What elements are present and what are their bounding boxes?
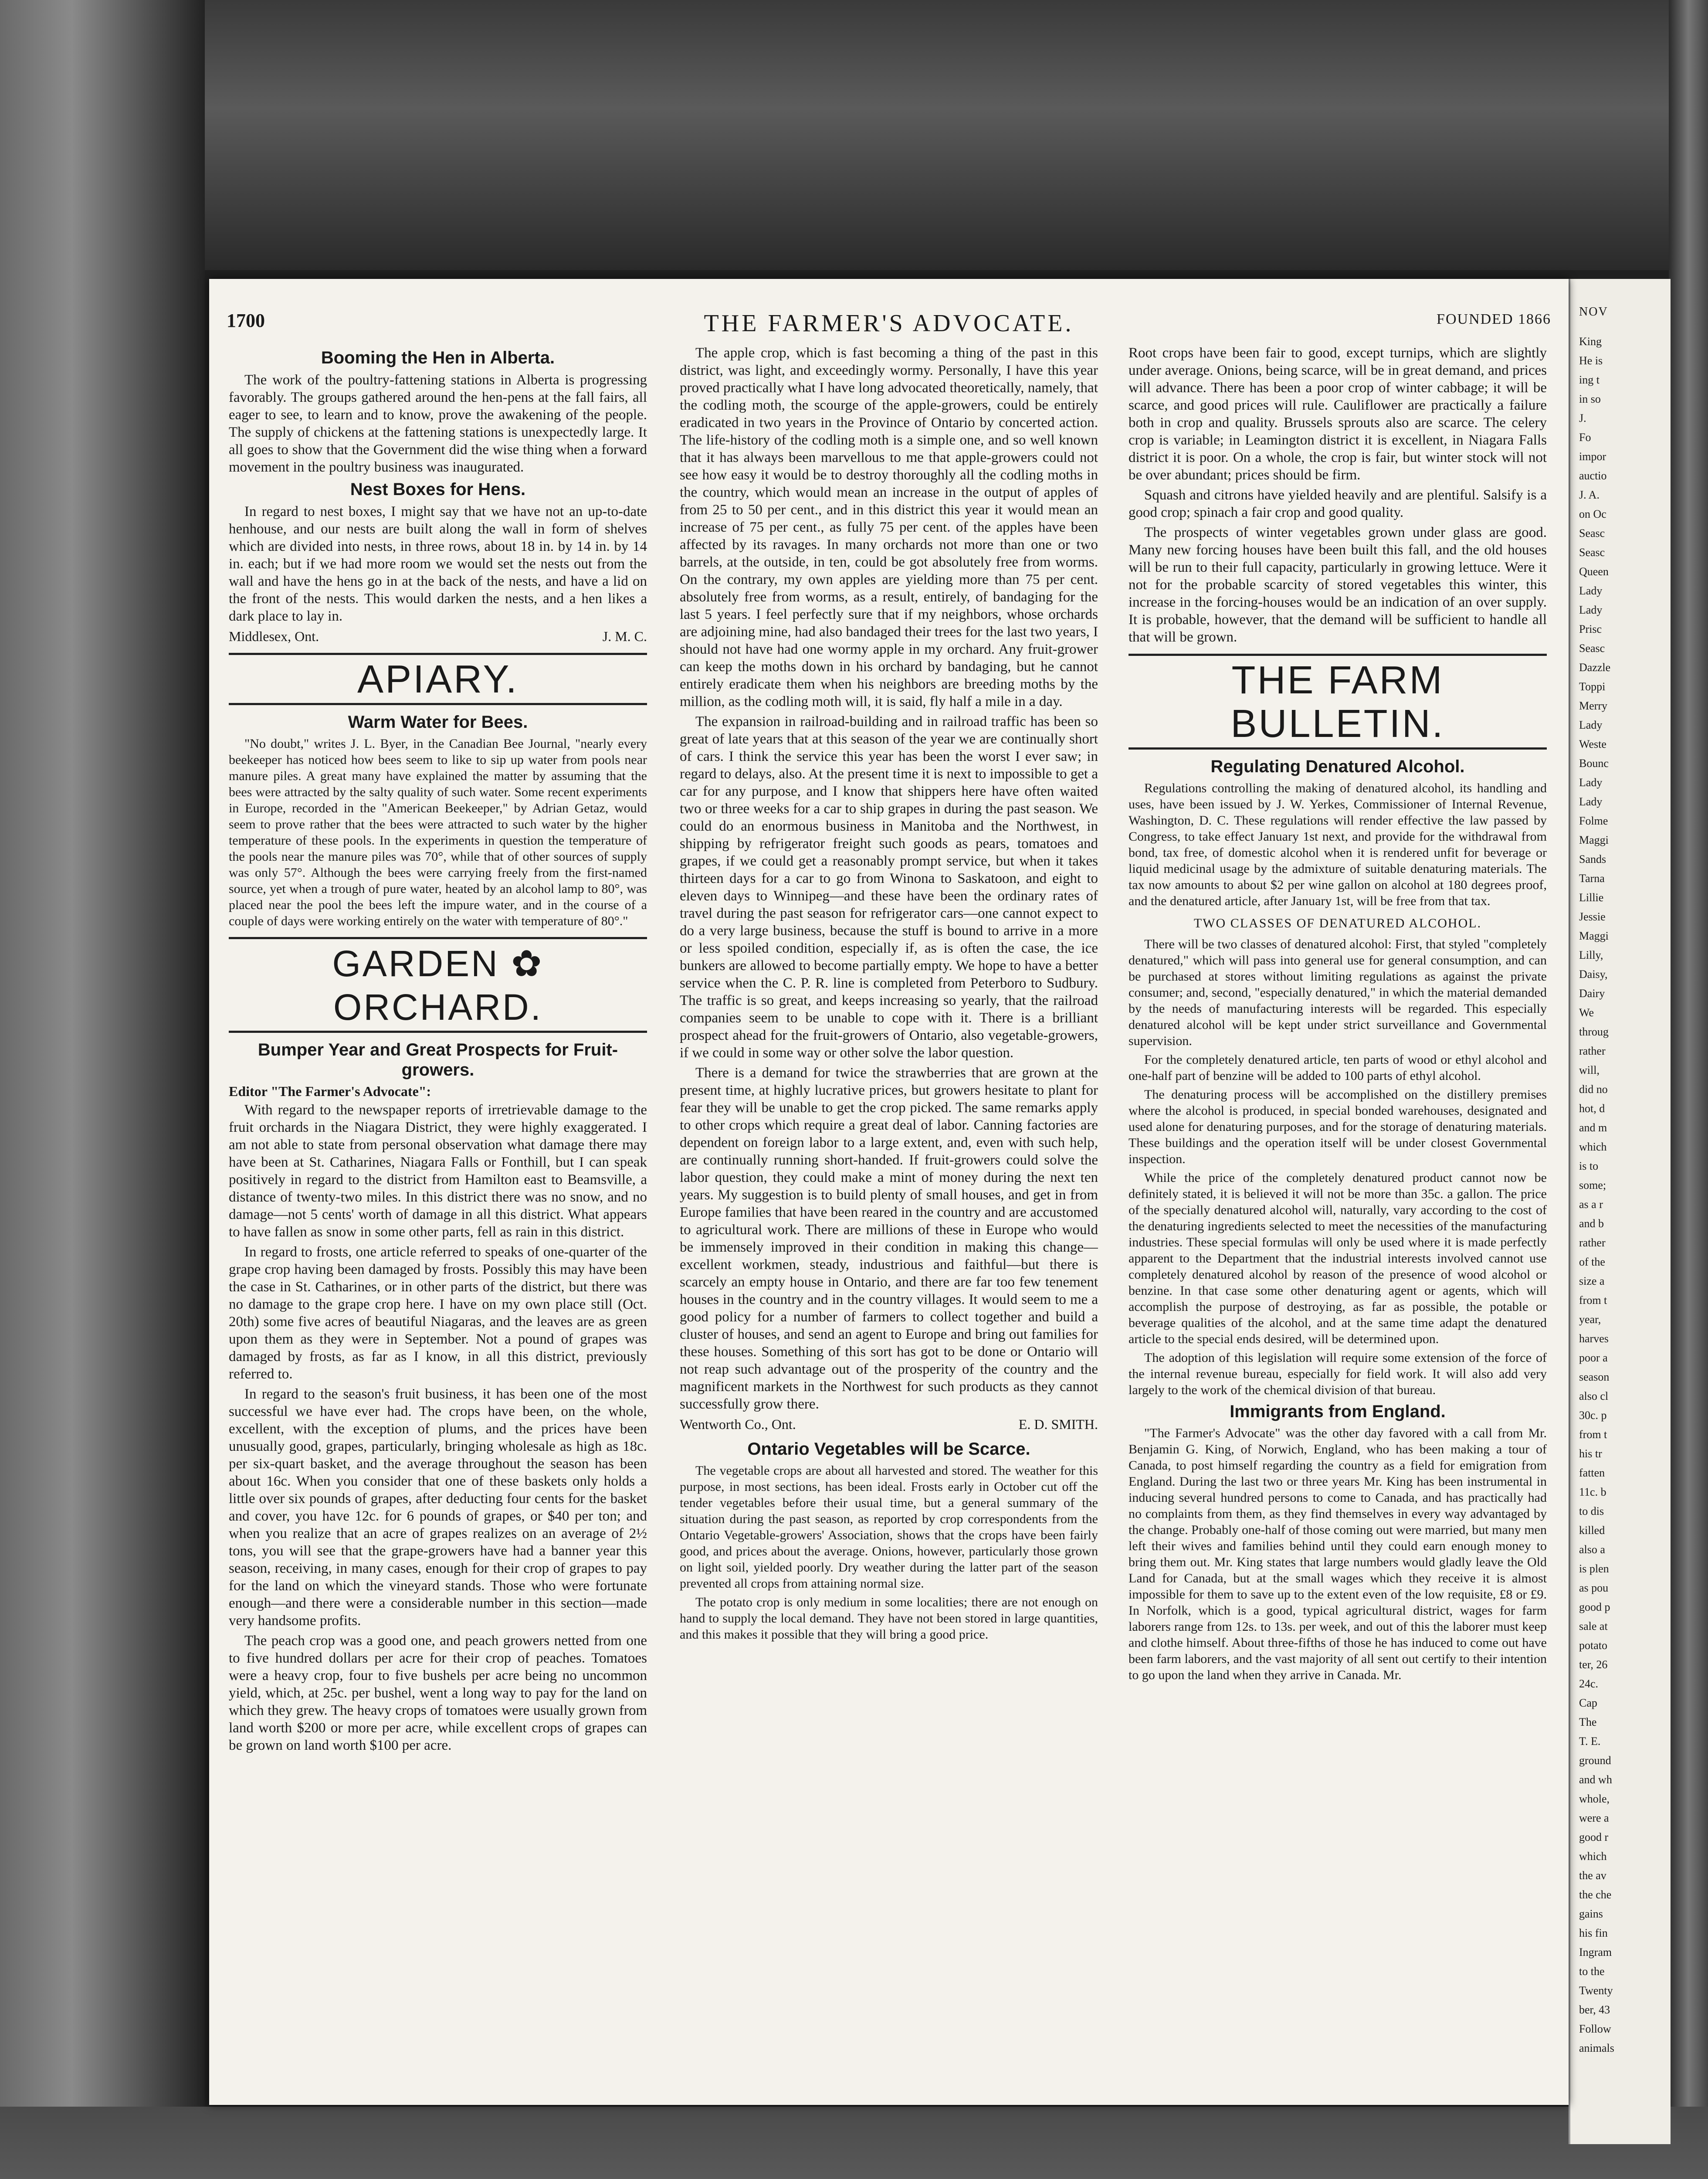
article-paragraph: The prospects of winter vegetables grown under glass are good. Many new forcing houses have been built this fall, and the old houses will be run to their full capacity, particularly in growing lettuce. Were it not for the probable scarcity of stored vegetables this winter, this increase in the forcing-houses would be an indication of an over supply. It is probable, however, that the demand will be sufficient to handle all that will be grown. xyxy=(1128,525,1547,645)
article-paragraph: Root crops have been fair to good, except turnips, which are slightly under average. Onions, being scarce, will be in great demand, and prices will advance. There has been a poor crop of winter cabbage; it will be scarce, and good prices will rule. Cauliflower are practically a failure both in crop and quality. Brussels sprouts also are scarce. The celery crop is variable; in Leamington district it is excellent, in Niagara Falls district it is poor. On a whole, the crop is fair, but winter stock will not be over abundant; prices should be firm. xyxy=(1128,345,1547,483)
adjacent-page-line: 11c. b xyxy=(1579,1486,1606,1498)
adjacent-page-line: his tr xyxy=(1579,1447,1602,1460)
scan-border-bottom xyxy=(0,2107,1708,2179)
adjacent-page-line: 24c. xyxy=(1579,1677,1599,1690)
adjacent-page-line: ter, 26 xyxy=(1579,1658,1608,1671)
adjacent-page-line: ber, 43 xyxy=(1579,2003,1610,2016)
adjacent-page-line: and b xyxy=(1579,1217,1604,1230)
adjacent-page-line: Lady xyxy=(1579,584,1603,597)
adjacent-page-line: to dis xyxy=(1579,1505,1604,1517)
adjacent-page-line: Lady xyxy=(1579,795,1603,808)
adjacent-page-line: Follow xyxy=(1579,2023,1611,2035)
subheading-two-classes: TWO CLASSES OF DENATURED ALCOHOL. xyxy=(1193,916,1482,930)
adjacent-page-line: Seasc xyxy=(1579,527,1605,540)
article-paragraph: The apple crop, which is fast becoming a thing of the past in this district, was light, and exceedingly wormy. Personally, I have this year proved practically what I have long advocated theoretically, namely, that the codling moth, the scourge of the apple-growers, could be entirely eradicated in two years in the Province of Ontario by concerted action. The life-history of the codling moth is a simple one, and so well known that it has always been marvellous to me that apple-growers could not see how easy it would be to destroy thoroughly all the codling moths in the country, which would mean an increase in the output of apples of from 25 to 50 per cent., and in this district this year it would mean an increase of 75 per cent., as fully 75 per cent. of the apples have been affected by its ravages. In many orchards not more than one or two barrels, at the outside, in ten, could be got absolutely free from worms. On the contrary, my own apples are yielding more than 75 per cent. absolutely free from worms, as a result, entirely, of bandaging for the last 5 years. I feel perfectly sure that if my neighbors, whose orchards are adjoining mine, had also bandaged their trees for the last two years, I should not have had one wormy apple in my orchard. Any fruit-grower can keep the moths down in his orchard by bandaging, but he cannot entirely eradicate them when his neighbors are breeding moths by the million, as the codling moth will, it is said, fly half a mile in a day. xyxy=(680,345,1098,709)
adjacent-page-line: Fo xyxy=(1579,431,1591,444)
adjacent-page-line: Daisy, xyxy=(1579,968,1608,981)
adjacent-page-line: which xyxy=(1579,1140,1607,1153)
adjacent-page-line: rather xyxy=(1579,1045,1606,1057)
adjacent-page-line: gains xyxy=(1579,1907,1603,1920)
adjacent-page-line: Maggi xyxy=(1579,834,1609,846)
adjacent-page-header: NOV xyxy=(1579,305,1608,319)
adjacent-page-line: Toppi xyxy=(1579,680,1606,693)
article-paragraph: In regard to frosts, one article referred to speaks of one-quarter of the grape crop having been damaged by frosts. Possibly this may have been the case in St. Catharines, or in other parts of the district, but there was no damage to the grape crop here. I have on my own place still (Oct. 20th) some five acres of beautiful Niagaras, and the leaves are as green upon them as they were in September. Not a pound of grapes was damaged by frosts, as far as I know, in all this district, previously referred to. xyxy=(229,1244,647,1382)
adjacent-page-line: the av xyxy=(1579,1869,1606,1882)
adjacent-page-line: good p xyxy=(1579,1601,1610,1613)
article-paragraph: The denaturing process will be accomplished on the distillery premises where the alcohol is produced, in special bonded warehouses, designated and used alone for denaturing purposes, and for the storage of denaturing materials. These buildings and the operation itself will be under closest Governmental inspection. xyxy=(1128,1087,1547,1166)
adjacent-page-line: year, xyxy=(1579,1313,1601,1326)
article-title-warm-water-bees: Warm Water for Bees. xyxy=(348,713,528,732)
article-paragraph: The potato crop is only medium in some localities; there are not enough on hand to supply the local demand. They have not been stored in large quantities, and this makes it possible that they will bring a good price. xyxy=(680,1595,1098,1642)
section-banner-garden-orchard: GARDEN ✿ ORCHARD. xyxy=(229,937,647,1033)
adjacent-page-line: some; xyxy=(1579,1179,1606,1191)
section-banner-farm-bulletin: THE FARM BULLETIN. xyxy=(1128,654,1547,750)
article-paragraph: In regard to the season's fruit business, it has been one of the most successful we have ever had. The crops have been, on the whole, excellent, with the exception of plums, and the prices have been unusually good, grapes, particularly, bringing wholesale as high as 18c. per six-quart basket, and the average throughout the season has been about 16c. When you consider that one of these baskets only holds a little over six pounds of grapes, after deducting four cents for the basket and cover, you have 12c. for 6 pounds of grapes, or $40 per ton; and when you realize that an acre of grapes realizes on an average of 2½ tons, you will see that the grape-growers have had a banner year this season, receiving, in many cases, enough for their crop of grapes to pay for the land on which the vineyard stands. Those who were fortunate enough—and there were a considerable number in this section—made very handsome profits. xyxy=(229,1386,647,1629)
column-right xyxy=(1128,344,1547,2083)
page-number: 1700 xyxy=(227,310,265,331)
adjacent-page-line: Maggi xyxy=(1579,930,1609,942)
adjacent-page-line: ground xyxy=(1579,1754,1611,1767)
adjacent-page-line: rather xyxy=(1579,1236,1606,1249)
adjacent-page-line: killed xyxy=(1579,1524,1605,1537)
adjacent-page-line: We xyxy=(1579,1006,1594,1019)
adjacent-page-line: and m xyxy=(1579,1121,1607,1134)
article-title-booming-hen: Booming the Hen in Alberta. xyxy=(321,348,555,367)
article-body-booming-hen: The work of the poultry-fattening stations in Alberta is progressing favorably. The groups gathered around the hen-pens at the fall fairs, all eager to see, to learn and to know, prove the awakening of the people. The supply of chickens at the fattening stations is unexpectedly large. It all goes to show that the Government did the wise thing when a forward movement in the poultry business was inaugurated. xyxy=(229,372,647,475)
adjacent-page-line: J. A. xyxy=(1579,489,1600,501)
column-left xyxy=(229,344,647,2083)
adjacent-page-line: Ingram xyxy=(1579,1946,1612,1958)
adjacent-page-line: whole, xyxy=(1579,1792,1610,1805)
adjacent-page-line: Seasc xyxy=(1579,642,1605,655)
adjacent-page-line: also a xyxy=(1579,1543,1605,1556)
article-paragraph: The adoption of this legislation will require some extension of the force of the internal revenue bureau, especially for field work. It will also add very largely to the work of the chemical division of that bureau. xyxy=(1128,1351,1547,1397)
adjacent-page-line: 30c. p xyxy=(1579,1409,1607,1422)
founded-label: FOUNDED 1866 xyxy=(1437,311,1551,327)
adjacent-page-line: auctio xyxy=(1579,469,1607,482)
article-title-nest-boxes: Nest Boxes for Hens. xyxy=(350,480,526,499)
adjacent-page-line: Cap xyxy=(1579,1697,1597,1709)
adjacent-page-line: from t xyxy=(1579,1294,1607,1307)
adjacent-page-line: in so xyxy=(1579,393,1601,405)
adjacent-page-line: good r xyxy=(1579,1831,1609,1843)
signature-initials: J. M. C. xyxy=(602,628,647,644)
article-paragraph: Squash and citrons have yielded heavily and are plentiful. Salsify is a good crop; spinach a fair crop and good quality. xyxy=(1128,487,1547,520)
article-body-nest-boxes: In regard to nest boxes, I might say that we have not an up-to-date henhouse, and our nests are built along the wall in form of shelves which are divided into nests, in three rows, about 18 in. by 14 in. by 14 in. each; but if we had more room we would set the nests out from the wall and have the hens go in at the back of the nests, and have a lid on the front of the nests. This would darken the nests, and a hen likes a dark place to lay in. xyxy=(229,504,647,624)
scan-border-left xyxy=(0,0,205,2179)
adjacent-page-line: Lady xyxy=(1579,604,1603,616)
adjacent-page-line: Seasc xyxy=(1579,546,1605,559)
adjacent-page-line: harves xyxy=(1579,1332,1609,1345)
scan-border-top xyxy=(0,0,1708,270)
adjacent-page-line: Bounc xyxy=(1579,757,1609,770)
signature-location: Middlesex, Ont. xyxy=(229,628,319,644)
article-paragraph: For the completely denatured article, ten parts of wood or ethyl alcohol and one-half part of benzine will be added to 100 parts of ethyl alcohol. xyxy=(1128,1052,1547,1083)
adjacent-page-line: were a xyxy=(1579,1812,1609,1824)
adjacent-page-line: Lady xyxy=(1579,719,1603,731)
adjacent-page-line: did no xyxy=(1579,1083,1608,1096)
adjacent-page-line: King xyxy=(1579,335,1602,348)
editor-salutation: Editor "The Farmer's Advocate": xyxy=(229,1083,431,1099)
article-paragraph: The expansion in railroad-building and in railroad traffic has been so great of late years that at this season of the year we are continually short of cars. I think the service this year has been the worst I ever saw; in regard to delays, also. At the present time it is next to impossible to get a car for any purpose, and I know that shippers here have often waited two or three weeks for a car to ship grapes in during the past season. We could do an enormous business in Manitoba and the Northwest, in shipping by refrigerator freight such goods as pears, tomatoes and grapes, if we could get a reasonably prompt service, but when it takes thirteen days for a car to go from Winona to Saskatoon, and eight to eleven days to Winnipeg—and these have been the ordinary rates of travel during the past season for refrigerator cars—one cannot expect to do a very large business, because the stuff is bound to arrive in a more or less spoiled condition, especially if, as is often the case, the ice bunkers are allowed to become partially empty. We hope to have a better service when the C. P. R. line is completed from Peterboro to Sudbury. The traffic is so great, and keeps increasing so yearly, that the railroad companies seem to be unable to cope with it. There is a brilliant prospect ahead for the fruit-growers of Ontario, also vegetable-growers, if we could in some way or other solve the labor question. xyxy=(680,714,1098,1061)
article-paragraph: "The Farmer's Advocate" was the other day favored with a call from Mr. Benjamin G. King, of Norwich, England, who has been making a tour of Canada, to post himself regarding the country as a field for emigration from England. During the last two or three years Mr. King has been instrumental in inducing several hundred persons to come to Canada, and has practically had no complaints from them, as they find themselves in every way advantaged by the change. Probably one-half of those coming out were married, but many men left their wives and families behind until they could earn enough money to bring them out. Mr. King states that large numbers would gladly leave the Old Land for Canada, but at the small wages which they receive it is almost impossible for them to save up to the extent even of the low requisite, £8 or £9. In Norfolk, which is a good, typical agricultural district, wages for farm laborers range from 12s. to 13s. per week, and out of this the laborer must keep and clothe himself. About three-fifths of those he has induced to come out have been farm laborers, and the vast majority of all sent out certify to their intention to go upon the land when they arrive in Canada. Mr. xyxy=(1128,1426,1547,1682)
signature-author: E. D. SMITH. xyxy=(1018,1416,1098,1432)
adjacent-page-line: fatten xyxy=(1579,1466,1605,1479)
section-banner-apiary: APIARY. xyxy=(229,653,647,705)
adjacent-page-line: Queen xyxy=(1579,565,1609,578)
adjacent-page-line: will, xyxy=(1579,1064,1600,1076)
adjacent-page-line: sale at xyxy=(1579,1620,1608,1633)
adjacent-page-line: is plen xyxy=(1579,1562,1609,1575)
adjacent-page-line: from t xyxy=(1579,1428,1607,1441)
adjacent-page-line: Lillie xyxy=(1579,891,1604,904)
adjacent-page-line: his fin xyxy=(1579,1927,1608,1939)
adjacent-page-fragment xyxy=(1569,279,1671,2144)
signature-bumper-year xyxy=(680,1415,1098,1433)
adjacent-page-line: as pou xyxy=(1579,1582,1609,1594)
adjacent-page-line: Tarna xyxy=(1579,872,1605,885)
article-title-bumper-year: Bumper Year and Great Prospects for Fruit-growers. xyxy=(258,1040,618,1079)
adjacent-page-line: hot, d xyxy=(1579,1102,1605,1115)
adjacent-page-line: poor a xyxy=(1579,1351,1608,1364)
signature-nest-boxes xyxy=(229,628,647,645)
adjacent-page-line: size a xyxy=(1579,1275,1605,1287)
adjacent-page-line: Prisc xyxy=(1579,623,1602,635)
adjacent-page-line: animals xyxy=(1579,2042,1614,2054)
adjacent-page-line: also cl xyxy=(1579,1390,1609,1402)
article-title-denatured-alcohol: Regulating Denatured Alcohol. xyxy=(1210,757,1465,776)
adjacent-page-line: Dazzle xyxy=(1579,661,1611,674)
adjacent-page-line: the che xyxy=(1579,1888,1612,1901)
adjacent-page-line: and wh xyxy=(1579,1773,1612,1786)
adjacent-page-line: He is xyxy=(1579,354,1603,367)
adjacent-page-line: J. xyxy=(1579,412,1586,424)
adjacent-page-line: throug xyxy=(1579,1025,1609,1038)
article-title-ontario-vegetables: Ontario Vegetables will be Scarce. xyxy=(747,1439,1030,1459)
newspaper-page xyxy=(209,279,1569,2105)
adjacent-page-lines xyxy=(1570,332,1671,2058)
article-paragraph: The vegetable crops are about all harvested and stored. The weather for this purpose, in most sections, has been ideal. Frosts early in October cut off the tender vegetables before their usual time, but a general summary of the situation during the past season, as reported by crop correspondents from the Ontario Vegetable-growers' Association, shows that the crops have been fairly good, and prices about the average. Onions, however, particularly those grown on light soil, yielded poorly. Dry weather during the latter part of the season prevented all crops from attaining normal size. xyxy=(680,1463,1098,1591)
adjacent-page-line: Twenty xyxy=(1579,1984,1613,1997)
signature-location: Wentworth Co., Ont. xyxy=(680,1416,796,1432)
article-body-warm-water-bees: "No doubt," writes J. L. Byer, in the Canadian Bee Journal, "nearly every beekeeper has noticed how bees seem to like to sip up water from pools near manure piles. A great many have explained the matter by assuming that the bees were attracted by the salty quality of such water. Some recent experiments in Europe, recorded in the "American Beekeeper," by Adrian Getaz, would seem to prove rather that the bees were attracted to such water by the higher temperature of these pools. In the experiments in question the temperature of the pools near the manure piles was 70°, while that of other sources of supply was only 57°. Although the bees were carrying freely from the first-named source, yet when a trough of pure water, heated by an alcohol lamp to 80°, was placed near the pool the bees left the impure water, and in the course of a couple of days were working entirely on the water with temperature of 80°." xyxy=(229,737,647,928)
article-paragraph: The peach crop was a good one, and peach growers netted from one to five hundred dollars per acre for their crop of peaches. Tomatoes were a heavy crop, four to five bushels per acre being no uncommon yield, which, at 25c. per bushel, went a long way to pay for the land on which they grew. The heavy crops of tomatoes were usually grown from land worth $200 or more per acre, while excellent crops of grapes can be grown on land worth $100 per acre. xyxy=(229,1633,647,1753)
adjacent-page-line: Merry xyxy=(1579,699,1607,712)
adjacent-page-line: T. E. xyxy=(1579,1735,1601,1748)
column-middle xyxy=(680,344,1098,2083)
adjacent-page-line: ing t xyxy=(1579,373,1600,386)
adjacent-page-line: Dairy xyxy=(1579,987,1605,1000)
adjacent-page-line: Jessie xyxy=(1579,910,1606,923)
scan-border-right xyxy=(1669,0,1708,2179)
masthead-title: THE FARMER'S ADVOCATE. xyxy=(704,310,1074,337)
adjacent-page-line: which xyxy=(1579,1850,1607,1863)
adjacent-page-line: Lady xyxy=(1579,776,1603,789)
adjacent-page-line: impor xyxy=(1579,450,1606,463)
article-paragraph: There is a demand for twice the strawberries that are grown at the present time, at highly lucrative prices, but growers hesitate to plant for fear they will be unable to get the crop picked. The same remarks apply to other crops which require a great deal of labor. Canning factories are dependent on foreign labor to a large extent, and, even with such help, are continually running short-handed. If fruit-growers could solve the labor question, they could make a mint of money during the next ten years. My suggestion is to build plenty of small houses, and get in from Europe families that have been reared in the country and are accustomed to agricultural work. There are millions of these in Europe who would be immensely improved in their condition in making this change—excellent workmen, steady, industrious and faithful—but there is scarcely an empty house in Ontario, and there are far too few tenement houses in the country and in the country villages. It would seem to me a good policy for a number of farmers to collect together and build a cluster of houses, and send an agent to Europe and bring out families for these houses. Something of this sort has got to be done or Ontario will not reap such advantage out of the prosperity of the country and the magnificent markets in the Northwest for such products as they cannot successfully grow there. xyxy=(680,1065,1098,1412)
adjacent-page-line: Folme xyxy=(1579,815,1608,827)
adjacent-page-line: to the xyxy=(1579,1965,1605,1978)
adjacent-page-line: of the xyxy=(1579,1256,1605,1268)
adjacent-page-line: Weste xyxy=(1579,738,1606,750)
adjacent-page-line: Sands xyxy=(1579,853,1606,865)
article-paragraph: Regulations controlling the making of denatured alcohol, its handling and uses, have been issued by J. W. Yerkes, Commissioner of Internal Revenue, Washington, D. C. These regulations will render effective the law passed by Congress, to take effect January 1st next, and provide for the withdrawal from bond, tax free, of domestic alcohol when it is rendered unfit for beverage or liquid medicinal usage by the admixture of suitable denaturing materials. The tax now amounts to about $2 per wine gallon on alcohol at 180 degrees proof, and the denatured article, after January 1st, will be free from that tax. xyxy=(1128,781,1547,908)
article-title-immigrants-england: Immigrants from England. xyxy=(1230,1402,1446,1421)
adjacent-page-line: as a r xyxy=(1579,1198,1603,1211)
article-paragraph: While the price of the completely denatured product cannot now be definitely stated, it is believed it will not be more than 35c. a gallon. The price of the specially denatured alcohol will, naturally, vary according to the cost of the denaturing ingredients selected to meet the necessities of the manufacturing industries. These special formulas will only be used where it is made perfectly apparent to the Department that the industrial interests involved cannot use completely denatured alcohol by reason of the presence of wood alcohol or benzine. In that case some other denaturing agent or agents, which will accomplish the purpose of destroying, as far as possible, the potable or beverage qualities of the alcohol, and at the same time adapt the denatured article to the special ends desired, will be determined upon. xyxy=(1128,1171,1547,1346)
adjacent-page-line: Lilly, xyxy=(1579,949,1603,961)
adjacent-page-line: The xyxy=(1579,1716,1597,1728)
page-header xyxy=(227,309,1551,336)
adjacent-page-line: on Oc xyxy=(1579,508,1606,520)
adjacent-page-line: is to xyxy=(1579,1160,1599,1172)
article-paragraph: There will be two classes of denatured alcohol: First, that styled "completely denatured," which will pass into general use for general consumption, and can be purchased at stores without limiting regulations as against the private consumer; and, second, "especially denatured," in which the material demanded by the needs of manufacturing interests will be regarded. This especially denatured alcohol will be kept under strict surveillance and Governmental supervision. xyxy=(1128,937,1547,1048)
article-paragraph: With regard to the newspaper reports of irretrievable damage to the fruit orchards in the Niagara District, they were highly exaggerated. I am not able to state from personal observation what damage there may have been at St. Catharines, Niagara Falls or Fonthill, but I can speak positively in regard to the district from Hamilton east to Beamsville, a distance of twenty-two miles. In this district there was no snow, and no damage—not 5 cents' worth of damage in all this district. What appears to have fallen as snow in some other parts, fell as rain in this district. xyxy=(229,1102,647,1240)
adjacent-page-line: season xyxy=(1579,1371,1610,1383)
adjacent-page-line: potato xyxy=(1579,1639,1607,1652)
